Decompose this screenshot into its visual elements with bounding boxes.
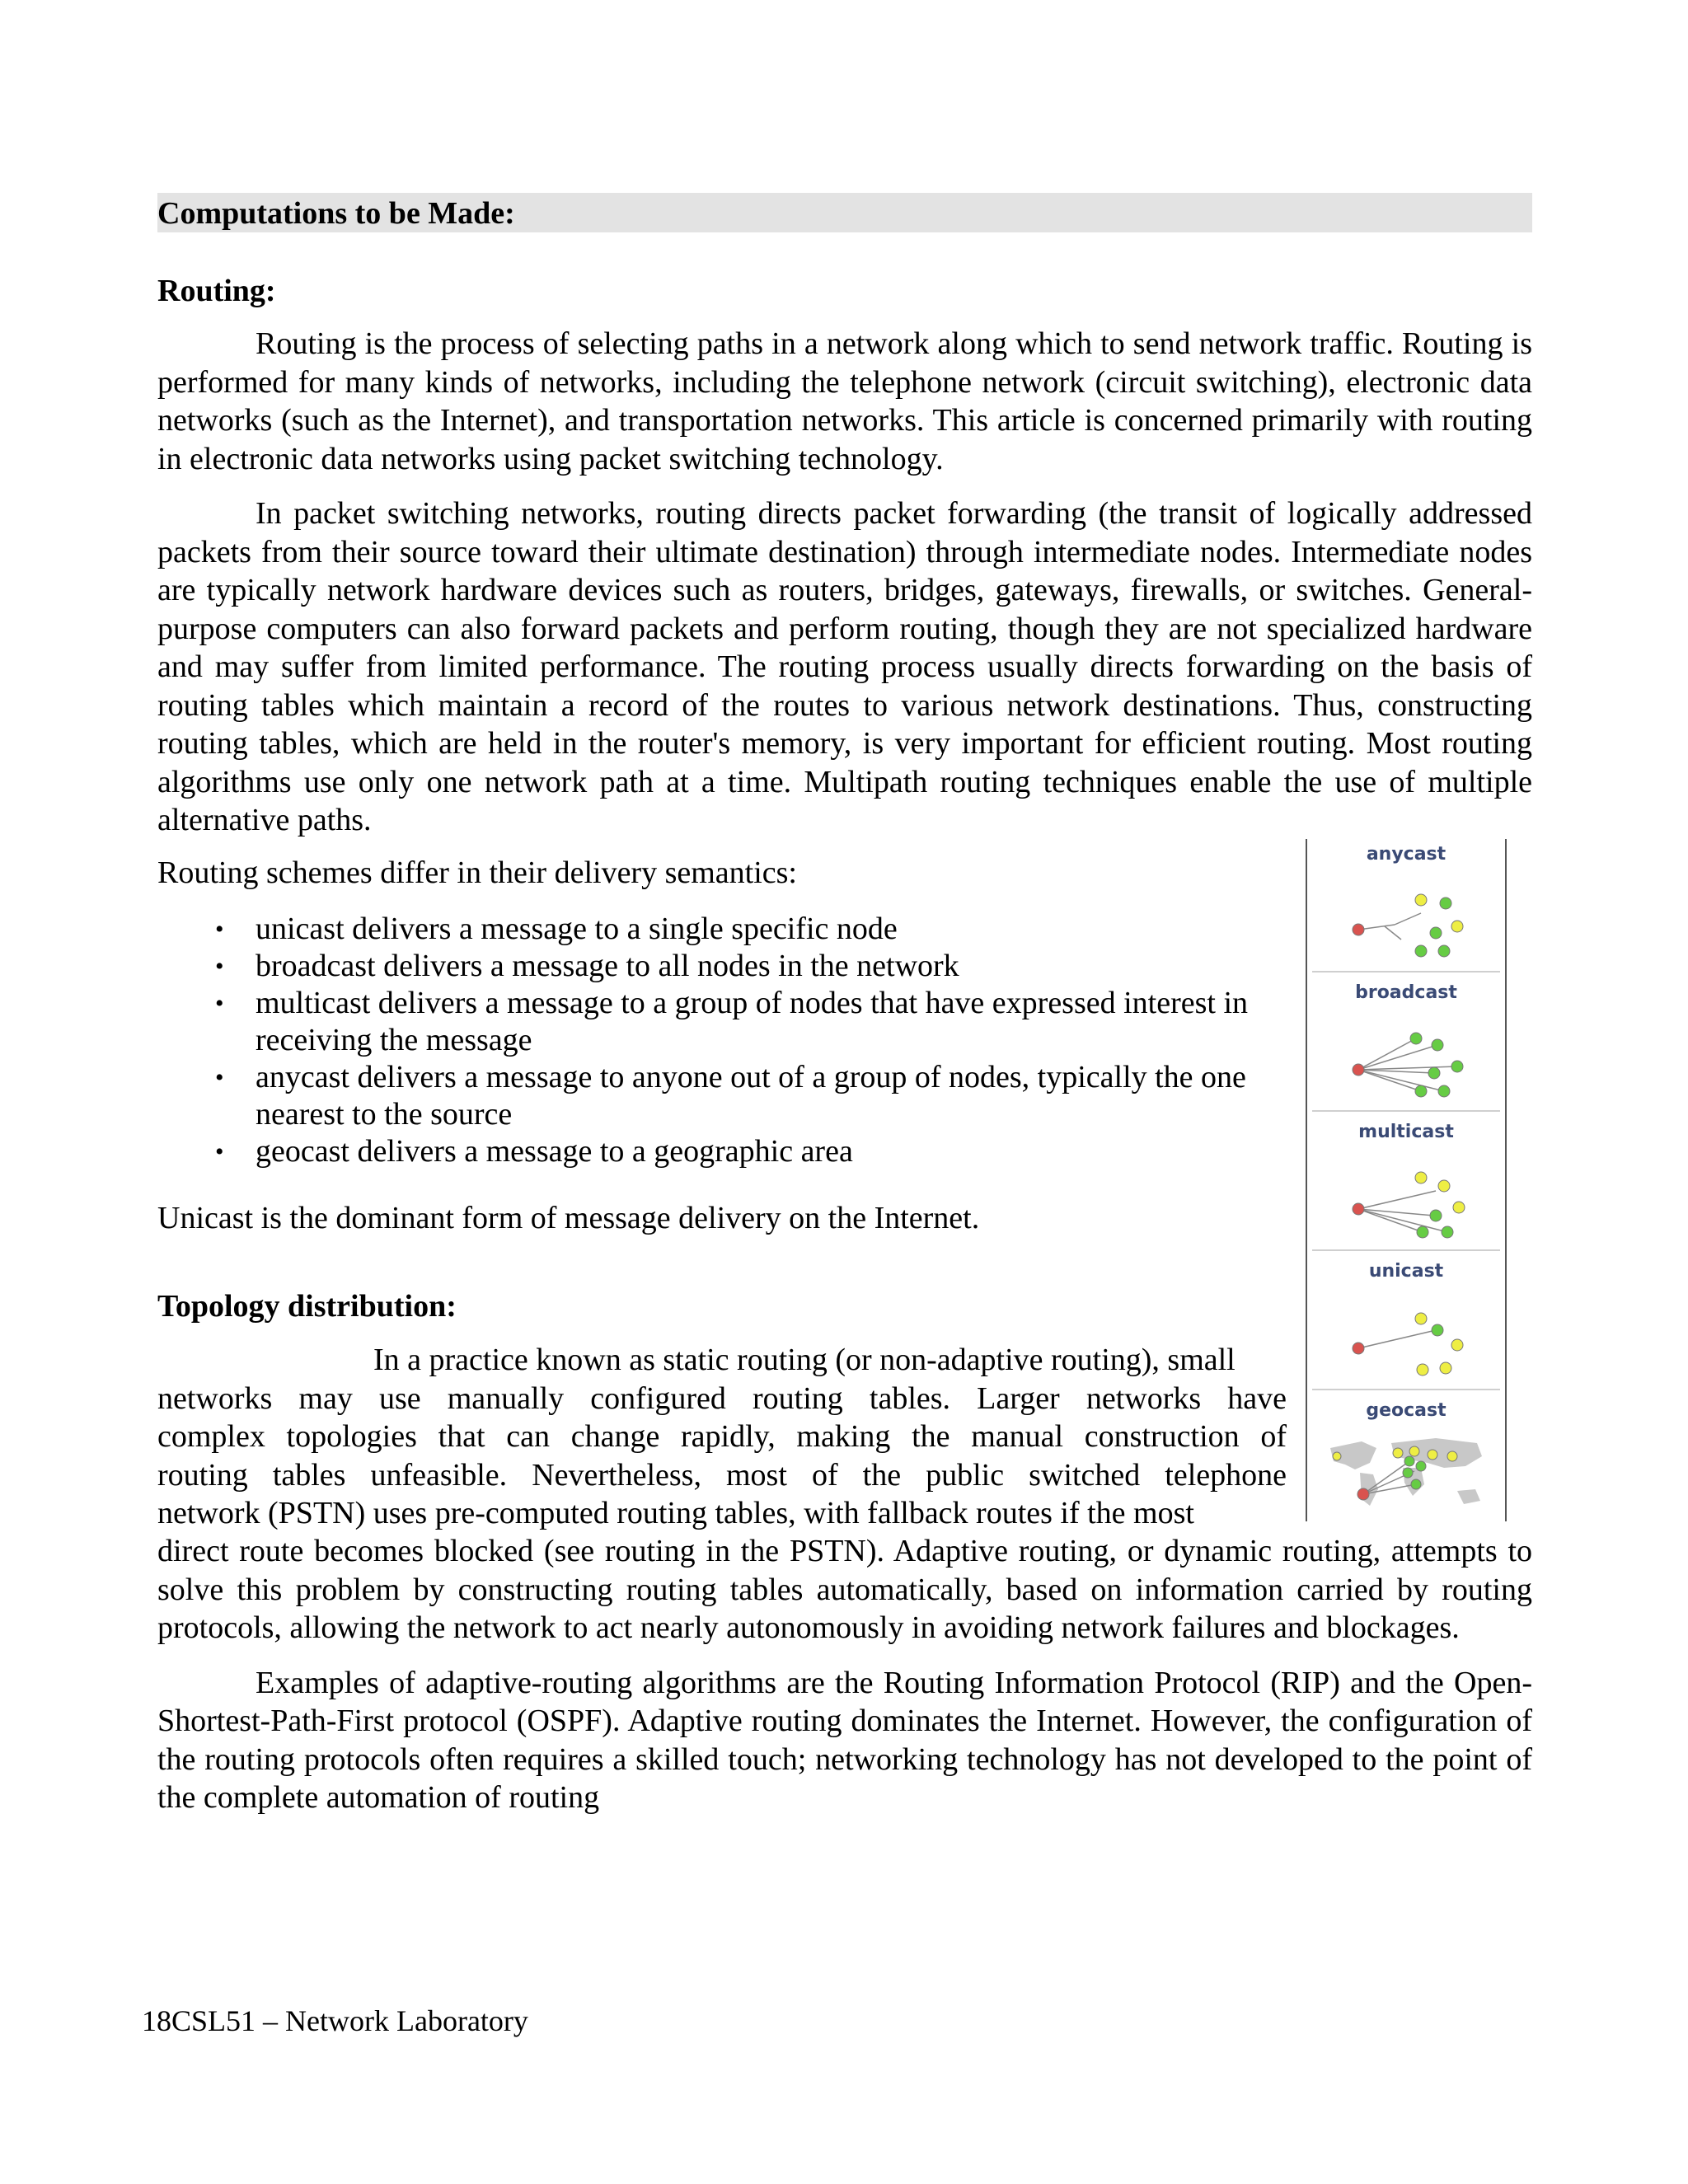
routing-heading: Routing:: [157, 274, 276, 308]
list-item: • unicast delivers a message to a single specific node: [215, 912, 898, 946]
multicast-panel: [1312, 1117, 1500, 1255]
bullet-icon: •: [215, 1064, 224, 1091]
figure-divider: [1312, 1389, 1500, 1390]
schemes-intro: Routing schemes differ in their delivery semantics:: [157, 855, 797, 890]
list-item: • anycast delivers a message to anyone out of a group of nodes, typically the one nearest to the source: [215, 1060, 1246, 1132]
anycast-panel: [1312, 839, 1500, 977]
unicast-diagram-icon: [1312, 1284, 1500, 1391]
multicast-label: multicast: [1358, 1122, 1454, 1142]
broadcast-label: broadcast: [1355, 982, 1457, 1003]
multicast-diagram-icon: [1312, 1145, 1500, 1252]
geocast-world-map-icon: [1312, 1423, 1500, 1519]
list-item: • multicast delivers a message to a group of nodes that have expressed interest in receiving the message: [215, 986, 1249, 1057]
unicast-note: Unicast is the dominant form of message delivery on the Internet.: [157, 1201, 980, 1235]
unicast-panel: [1312, 1256, 1500, 1394]
bullet-icon: •: [215, 916, 224, 943]
topology-line: network (PSTN) uses pre-computed routing tables, with fallback routes if the most: [157, 1496, 1194, 1530]
topology-wrapped-lines: [157, 1341, 1287, 1533]
routing-paragraph-2: In packet switching networks, routing directs packet forwarding (the transit of logically addressed packets from their source toward their ultimate destination) through intermediate nodes. Intermediate nodes are typically network hardware devices such as routers, bridges, gateways, firewalls, or switches. General-purpose computers can also forward packets and perform routing, though they are not specialized hardware and may suffer from limited performance. The routing process usually directs forwarding on the basis of routing tables which maintain a record of the routes to various network destinations. Thus, constructing routing tables, which are held in the router's memory, is very important for efficient routing. Most routing algorithms use only one network path at a time. Multipath routing techniques enable the use of multiple alternative paths.: [157, 496, 1532, 837]
broadcast-panel: [1312, 977, 1500, 1116]
topology-heading: Topology distribution:: [157, 1289, 457, 1324]
geocast-label: geocast: [1366, 1400, 1447, 1421]
delivery-semantics-list: [157, 911, 1295, 1170]
list-item: • geocast delivers a message to a geographic area: [215, 1134, 853, 1169]
anycast-label: anycast: [1366, 844, 1447, 865]
topology-paragraph-2: Examples of adaptive-routing algorithms are the Routing Information Protocol (RIP) and the Open-Shortest-Path-First protocol (OSPF). Adaptive routing dominates the Internet. However, the configuration of the routing protocols often requires a skilled touch; networking technology has not developed to the point of the complete automation of routing: [157, 1665, 1532, 1815]
section-title-bar: [157, 193, 1532, 232]
anycast-diagram-icon: [1312, 867, 1500, 974]
routing-paragraph-1: Routing is the process of selecting paths in a network along which to send network traffic. Routing is performed for many kinds of networks, including the telephone network (circuit switching), electronic data networks (such as the Internet), and transportation networks. This article is concerned primarily with routing in electronic data networks using packet switching technology.: [157, 326, 1532, 476]
topology-line: In a practice known as static routing (or non-adaptive routing), small: [373, 1343, 1236, 1377]
bullet-icon: •: [215, 1138, 224, 1165]
figure-divider: [1312, 971, 1500, 972]
topology-paragraph-1-rest: direct route becomes blocked (see routing in the PSTN). Adaptive routing, or dynamic routing, attempts to solve this problem by constructing routing tables automatically, based on information carried by routing protocols, allowing the network to act nearly autonomously in avoiding network failures and blockages.: [157, 1534, 1532, 1645]
bullet-icon: •: [215, 990, 224, 1017]
topology-line: complex topologies that can change rapidly, making the manual construction of: [157, 1419, 1287, 1454]
routing-schemes-figure: [1306, 839, 1507, 1521]
section-title: Computations to be Made:: [157, 196, 515, 231]
topology-line: routing tables unfeasible. Nevertheless, most of the public switched telephone: [157, 1457, 1287, 1493]
topology-body: [157, 1532, 1532, 1817]
bullet-icon: •: [215, 953, 224, 980]
broadcast-diagram-icon: [1312, 1005, 1500, 1113]
unicast-label: unicast: [1368, 1261, 1444, 1282]
figure-divider: [1312, 1110, 1500, 1112]
routing-body: [157, 325, 1532, 840]
topology-line: networks may use manually configured routing tables. Larger networks have: [157, 1380, 1287, 1416]
delivery-list-block: [157, 911, 1295, 1170]
figure-divider: [1312, 1249, 1500, 1251]
page-footer: 18CSL51 – Network Laboratory: [142, 2004, 528, 2037]
list-item: • broadcast delivers a message to all nodes in the network: [215, 949, 959, 983]
geocast-panel: [1312, 1395, 1500, 1519]
